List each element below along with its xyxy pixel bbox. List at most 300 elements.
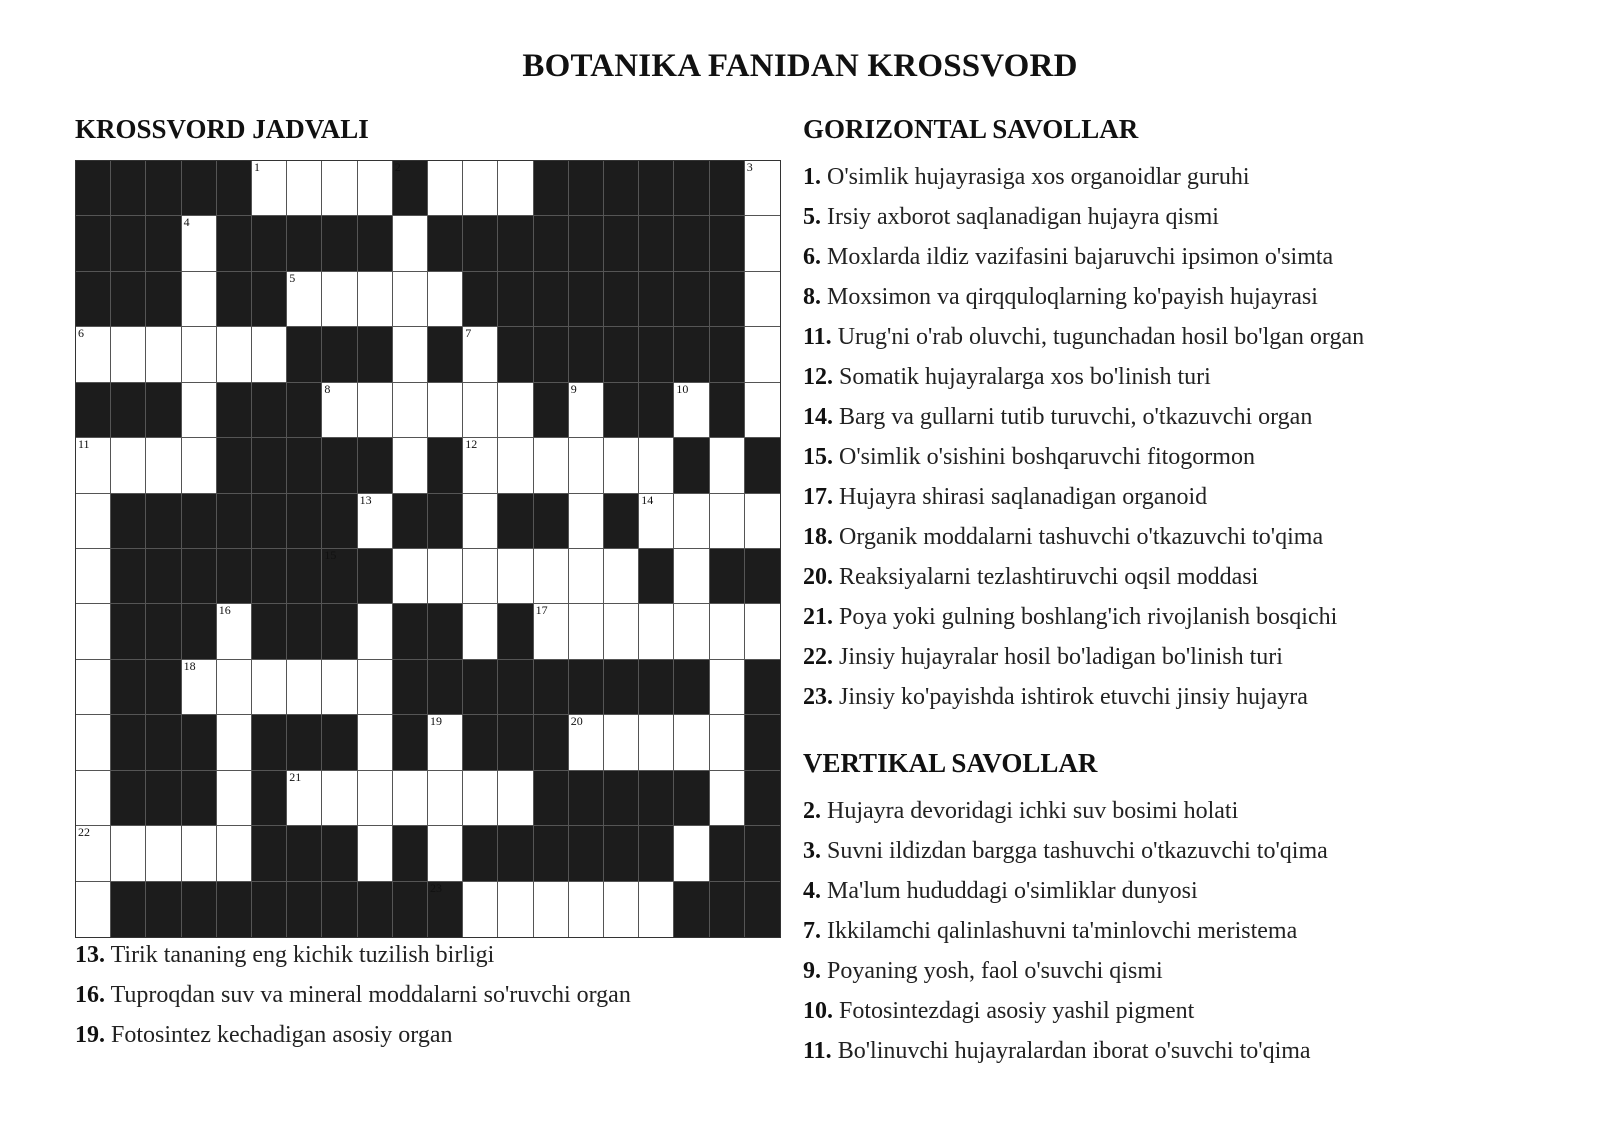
grid-block-cell xyxy=(710,327,745,382)
clue-number: 6. xyxy=(803,244,821,270)
grid-letter-cell[interactable] xyxy=(498,549,533,604)
grid-letter-cell[interactable] xyxy=(463,383,498,438)
grid-block-cell xyxy=(146,715,181,770)
grid-block-cell xyxy=(569,272,604,327)
grid-block-cell xyxy=(674,272,709,327)
grid-letter-cell[interactable] xyxy=(217,826,252,881)
grid-letter-cell[interactable] xyxy=(498,161,533,216)
grid-block-cell xyxy=(111,216,146,271)
cell-number: 8 xyxy=(324,381,331,396)
grid-letter-cell[interactable] xyxy=(639,604,674,659)
grid-letter-cell[interactable] xyxy=(463,882,498,937)
grid-block-cell xyxy=(393,604,428,659)
grid-block-cell xyxy=(569,771,604,826)
grid-block-cell xyxy=(358,438,393,493)
grid-letter-cell[interactable] xyxy=(463,549,498,604)
grid-block-cell xyxy=(217,383,252,438)
grid-letter-cell[interactable] xyxy=(604,715,639,770)
cell-number: 21 xyxy=(289,769,302,784)
grid-letter-cell[interactable] xyxy=(393,383,428,438)
grid-letter-cell[interactable] xyxy=(76,604,111,659)
grid-letter-cell[interactable] xyxy=(674,715,709,770)
grid-block-cell xyxy=(745,826,780,881)
grid-block-cell xyxy=(111,549,146,604)
grid-letter-cell[interactable] xyxy=(393,771,428,826)
grid-letter-cell[interactable] xyxy=(358,272,393,327)
grid-block-cell xyxy=(428,327,463,382)
grid-letter-cell[interactable] xyxy=(745,327,780,382)
grid-block-cell xyxy=(287,216,322,271)
grid-block-cell xyxy=(322,826,357,881)
grid-letter-cell[interactable] xyxy=(252,660,287,715)
grid-block-cell xyxy=(393,826,428,881)
grid-letter-cell[interactable] xyxy=(428,383,463,438)
grid-block-cell xyxy=(182,549,217,604)
grid-block-cell xyxy=(76,383,111,438)
grid-letter-cell[interactable] xyxy=(182,216,217,271)
grid-letter-cell[interactable] xyxy=(428,272,463,327)
clue-number: 17. xyxy=(803,484,833,510)
clue-number: 2. xyxy=(803,798,821,824)
grid-block-cell xyxy=(463,660,498,715)
grid-letter-cell[interactable] xyxy=(393,549,428,604)
grid-letter-cell[interactable] xyxy=(534,549,569,604)
vertical-clues-continued-list xyxy=(75,935,631,1055)
clue-text: Hujayra devoridagi ichki suv bosimi holati xyxy=(827,798,1239,824)
grid-letter-cell[interactable] xyxy=(569,383,604,438)
grid-letter-cell[interactable] xyxy=(182,272,217,327)
clue-text: Fotosintezdagi asosiy yashil pigment xyxy=(839,998,1195,1024)
grid-letter-cell[interactable] xyxy=(217,771,252,826)
grid-letter-cell[interactable] xyxy=(358,494,393,549)
grid-letter-cell[interactable] xyxy=(182,327,217,382)
grid-letter-cell[interactable] xyxy=(534,438,569,493)
grid-block-cell xyxy=(498,327,533,382)
grid-block-cell xyxy=(358,882,393,937)
grid-block-cell xyxy=(252,604,287,659)
grid-letter-cell[interactable] xyxy=(217,604,252,659)
clue-text: Ikkilamchi qalinlashuvni ta'minlovchi meristema xyxy=(827,918,1298,944)
grid-letter-cell[interactable] xyxy=(463,771,498,826)
grid-block-cell xyxy=(287,438,322,493)
grid-letter-cell[interactable] xyxy=(639,494,674,549)
grid-block-cell xyxy=(745,549,780,604)
grid-letter-cell[interactable] xyxy=(76,494,111,549)
grid-letter-cell[interactable] xyxy=(463,327,498,382)
clue-text: Reaksiyalarni tezlashtiruvchi oqsil moddasi xyxy=(839,564,1259,590)
grid-letter-cell[interactable] xyxy=(463,438,498,493)
grid-letter-cell[interactable] xyxy=(569,882,604,937)
grid-block-cell xyxy=(358,549,393,604)
grid-block-cell xyxy=(498,604,533,659)
grid-letter-cell[interactable] xyxy=(322,161,357,216)
grid-block-cell xyxy=(76,216,111,271)
grid-block-cell xyxy=(76,272,111,327)
clue-text: Ma'lum hududdagi o'simliklar dunyosi xyxy=(827,878,1198,904)
grid-block-cell xyxy=(710,383,745,438)
grid-letter-cell[interactable] xyxy=(745,604,780,659)
clue-number: 14. xyxy=(803,404,833,430)
grid-block-cell xyxy=(393,660,428,715)
grid-letter-cell[interactable] xyxy=(745,494,780,549)
grid-letter-cell[interactable] xyxy=(428,161,463,216)
grid-letter-cell[interactable] xyxy=(358,715,393,770)
clue-item xyxy=(803,911,1328,951)
grid-letter-cell[interactable] xyxy=(639,438,674,493)
grid-letter-cell[interactable] xyxy=(428,715,463,770)
clue-text: Tuproqdan suv va mineral moddalarni so'ruvchi organ xyxy=(110,982,631,1008)
grid-block-cell xyxy=(393,715,428,770)
grid-letter-cell[interactable] xyxy=(604,438,639,493)
grid-block-cell xyxy=(569,161,604,216)
grid-letter-cell[interactable] xyxy=(252,161,287,216)
grid-block-cell xyxy=(358,216,393,271)
clue-text: Jinsiy ko'payishda ishtirok etuvchi jinsiy hujayra xyxy=(839,684,1308,710)
grid-block-cell xyxy=(146,882,181,937)
grid-letter-cell[interactable] xyxy=(569,438,604,493)
grid-letter-cell[interactable] xyxy=(710,715,745,770)
grid-block-cell xyxy=(745,660,780,715)
grid-letter-cell[interactable] xyxy=(428,771,463,826)
grid-letter-cell[interactable] xyxy=(674,494,709,549)
grid-letter-cell[interactable] xyxy=(358,660,393,715)
grid-block-cell xyxy=(146,272,181,327)
grid-block-cell xyxy=(639,272,674,327)
grid-letter-cell[interactable] xyxy=(287,272,322,327)
grid-block-cell xyxy=(252,272,287,327)
clue-text: Jinsiy hujayralar hosil bo'ladigan bo'linish turi xyxy=(839,644,1283,670)
grid-letter-cell[interactable] xyxy=(604,549,639,604)
grid-letter-cell[interactable] xyxy=(393,327,428,382)
clue-number: 22. xyxy=(803,644,833,670)
grid-block-cell xyxy=(604,161,639,216)
clue-item xyxy=(803,317,1364,357)
grid-block-cell xyxy=(534,161,569,216)
grid-block-cell xyxy=(322,604,357,659)
grid-block-cell xyxy=(534,272,569,327)
grid-block-cell xyxy=(252,216,287,271)
grid-letter-cell[interactable] xyxy=(322,383,357,438)
cell-number: 9 xyxy=(570,381,577,396)
grid-letter-cell[interactable] xyxy=(76,549,111,604)
grid-block-cell xyxy=(745,438,780,493)
grid-letter-cell[interactable] xyxy=(358,771,393,826)
clue-number: 13. xyxy=(75,942,105,968)
grid-block-cell xyxy=(146,604,181,659)
grid-letter-cell[interactable] xyxy=(710,660,745,715)
grid-letter-cell[interactable] xyxy=(76,826,111,881)
grid-block-cell xyxy=(710,549,745,604)
clue-number: 11. xyxy=(803,1038,832,1064)
grid-block-cell xyxy=(252,383,287,438)
clue-number: 5. xyxy=(803,204,821,230)
grid-letter-cell[interactable] xyxy=(146,826,181,881)
clue-number: 8. xyxy=(803,284,821,310)
grid-letter-cell[interactable] xyxy=(463,494,498,549)
grid-letter-cell[interactable] xyxy=(498,383,533,438)
grid-block-cell xyxy=(287,383,322,438)
grid-letter-cell[interactable] xyxy=(76,327,111,382)
grid-block-cell xyxy=(287,327,322,382)
grid-letter-cell[interactable] xyxy=(217,660,252,715)
clue-item xyxy=(803,831,1328,871)
grid-block-cell xyxy=(498,272,533,327)
clue-number: 11. xyxy=(803,324,832,350)
grid-letter-cell[interactable] xyxy=(182,438,217,493)
grid-block-cell xyxy=(252,494,287,549)
horizontal-clues-list xyxy=(803,157,1364,717)
grid-block-cell xyxy=(639,660,674,715)
grid-block-cell xyxy=(111,383,146,438)
grid-block-cell xyxy=(146,660,181,715)
grid-block-cell xyxy=(111,715,146,770)
grid-block-cell xyxy=(146,771,181,826)
grid-block-cell xyxy=(252,438,287,493)
grid-letter-cell[interactable] xyxy=(674,826,709,881)
grid-letter-cell[interactable] xyxy=(287,771,322,826)
grid-letter-cell[interactable] xyxy=(76,715,111,770)
clue-text: Tirik tananing eng kichik tuzilish birligi xyxy=(110,942,495,968)
grid-block-cell xyxy=(639,216,674,271)
cell-number: 13 xyxy=(359,492,372,507)
grid-block-cell xyxy=(604,272,639,327)
grid-letter-cell[interactable] xyxy=(182,826,217,881)
grid-letter-cell[interactable] xyxy=(498,771,533,826)
grid-block-cell xyxy=(534,216,569,271)
grid-letter-cell[interactable] xyxy=(745,161,780,216)
grid-block-cell xyxy=(146,494,181,549)
grid-letter-cell[interactable] xyxy=(569,494,604,549)
clue-item xyxy=(803,991,1328,1031)
cell-number: 5 xyxy=(289,270,296,285)
clue-item xyxy=(803,277,1364,317)
grid-block-cell xyxy=(639,383,674,438)
grid-letter-cell[interactable] xyxy=(745,216,780,271)
grid-block-cell xyxy=(463,715,498,770)
clue-text: Somatik hujayralarga xos bo'linish turi xyxy=(839,364,1211,390)
grid-letter-cell[interactable] xyxy=(111,438,146,493)
grid-letter-cell[interactable] xyxy=(674,604,709,659)
grid-block-cell xyxy=(111,494,146,549)
grid-letter-cell[interactable] xyxy=(710,438,745,493)
grid-block-cell xyxy=(76,161,111,216)
grid-block-cell xyxy=(498,216,533,271)
grid-block-cell xyxy=(322,494,357,549)
grid-letter-cell[interactable] xyxy=(322,660,357,715)
grid-block-cell xyxy=(534,383,569,438)
clue-text: Moxsimon va qirqquloqlarning ko'payish hujayrasi xyxy=(827,284,1318,310)
grid-block-cell xyxy=(674,882,709,937)
grid-block-cell xyxy=(604,216,639,271)
grid-block-cell xyxy=(639,327,674,382)
grid-letter-cell[interactable] xyxy=(639,882,674,937)
crossword-grid xyxy=(75,160,781,938)
clue-text: Organik moddalarni tashuvchi o'tkazuvchi to'qima xyxy=(839,524,1324,550)
grid-block-cell xyxy=(111,604,146,659)
grid-letter-cell[interactable] xyxy=(710,604,745,659)
grid-block-cell xyxy=(498,826,533,881)
grid-letter-cell[interactable] xyxy=(217,715,252,770)
grid-block-cell xyxy=(111,161,146,216)
grid-block-cell xyxy=(182,494,217,549)
clue-number: 21. xyxy=(803,604,833,630)
grid-letter-cell[interactable] xyxy=(393,272,428,327)
grid-block-cell xyxy=(604,327,639,382)
grid-letter-cell[interactable] xyxy=(569,715,604,770)
grid-block-cell xyxy=(252,715,287,770)
clue-item xyxy=(803,197,1364,237)
grid-block-cell xyxy=(745,715,780,770)
clue-item xyxy=(803,637,1364,677)
grid-block-cell xyxy=(428,494,463,549)
grid-letter-cell[interactable] xyxy=(463,604,498,659)
grid-letter-cell[interactable] xyxy=(111,826,146,881)
grid-block-cell xyxy=(674,216,709,271)
grid-block-cell xyxy=(534,660,569,715)
grid-letter-cell[interactable] xyxy=(569,604,604,659)
grid-block-cell xyxy=(463,272,498,327)
clue-text: Moxlarda ildiz vazifasini bajaruvchi ipsimon o'simta xyxy=(827,244,1334,270)
grid-letter-cell[interactable] xyxy=(428,549,463,604)
grid-letter-cell[interactable] xyxy=(182,383,217,438)
clue-item xyxy=(803,437,1364,477)
clue-number: 3. xyxy=(803,838,821,864)
cell-number: 23 xyxy=(430,880,442,895)
grid-letter-cell[interactable] xyxy=(76,660,111,715)
grid-block-cell xyxy=(498,660,533,715)
grid-block-cell xyxy=(146,549,181,604)
grid-letter-cell[interactable] xyxy=(111,327,146,382)
clue-item xyxy=(803,871,1328,911)
grid-block-cell xyxy=(146,216,181,271)
grid-letter-cell[interactable] xyxy=(393,216,428,271)
clue-item xyxy=(803,597,1364,637)
grid-letter-cell[interactable] xyxy=(358,826,393,881)
grid-block-cell xyxy=(428,438,463,493)
grid-letter-cell[interactable] xyxy=(674,383,709,438)
grid-block-cell xyxy=(146,161,181,216)
grid-letter-cell[interactable] xyxy=(393,438,428,493)
clue-text: Fotosintez kechadigan asosiy organ xyxy=(111,1022,453,1048)
clue-number: 19. xyxy=(75,1022,105,1048)
clue-text: O'simlik o'sishini boshqaruvchi fitogormon xyxy=(839,444,1255,470)
clue-text: Bo'linuvchi hujayralardan iborat o'suvchi to'qima xyxy=(837,1038,1311,1064)
grid-letter-cell[interactable] xyxy=(322,771,357,826)
grid-heading: KROSSVORD JADVALI xyxy=(75,114,369,144)
clue-number: 4. xyxy=(803,878,821,904)
grid-letter-cell[interactable] xyxy=(322,272,357,327)
grid-block-cell xyxy=(252,882,287,937)
grid-block-cell xyxy=(111,771,146,826)
grid-block-cell xyxy=(569,216,604,271)
cell-number: 11 xyxy=(78,437,90,452)
grid-letter-cell[interactable] xyxy=(287,161,322,216)
grid-letter-cell[interactable] xyxy=(428,826,463,881)
grid-block-cell xyxy=(463,826,498,881)
grid-letter-cell[interactable] xyxy=(639,715,674,770)
grid-block-cell xyxy=(217,882,252,937)
grid-letter-cell[interactable] xyxy=(534,882,569,937)
grid-letter-cell[interactable] xyxy=(710,771,745,826)
clue-number: 12. xyxy=(803,364,833,390)
grid-block-cell xyxy=(674,161,709,216)
cell-number: 22 xyxy=(78,825,90,840)
grid-letter-cell[interactable] xyxy=(569,549,604,604)
grid-block-cell xyxy=(498,715,533,770)
grid-block-cell xyxy=(569,327,604,382)
grid-letter-cell[interactable] xyxy=(745,272,780,327)
clue-number: 1. xyxy=(803,164,821,190)
grid-letter-cell[interactable] xyxy=(76,882,111,937)
grid-block-cell xyxy=(252,771,287,826)
clue-number: 9. xyxy=(803,958,821,984)
grid-letter-cell[interactable] xyxy=(745,383,780,438)
grid-letter-cell[interactable] xyxy=(182,660,217,715)
grid-block-cell xyxy=(674,660,709,715)
grid-block-cell xyxy=(146,383,181,438)
grid-letter-cell[interactable] xyxy=(710,494,745,549)
grid-letter-cell[interactable] xyxy=(76,771,111,826)
grid-letter-cell[interactable] xyxy=(358,383,393,438)
grid-block-cell xyxy=(252,826,287,881)
clue-number: 7. xyxy=(803,918,821,944)
grid-block-cell xyxy=(287,715,322,770)
grid-block-cell xyxy=(639,771,674,826)
grid-block-cell xyxy=(674,771,709,826)
clue-item xyxy=(803,517,1364,557)
grid-block-cell xyxy=(217,216,252,271)
clue-text: Poya yoki gulning boshlang'ich rivojlanish bosqichi xyxy=(839,604,1338,630)
clue-number: 10. xyxy=(803,998,833,1024)
grid-block-cell xyxy=(111,660,146,715)
clue-number: 23. xyxy=(803,684,833,710)
page-title: BOTANIKA FANIDAN KROSSVORD xyxy=(522,48,1078,84)
grid-letter-cell[interactable] xyxy=(604,882,639,937)
clue-number: 16. xyxy=(75,982,105,1008)
clue-item xyxy=(75,935,631,975)
grid-block-cell xyxy=(604,660,639,715)
grid-letter-cell[interactable] xyxy=(252,327,287,382)
grid-letter-cell[interactable] xyxy=(604,604,639,659)
grid-block-cell xyxy=(182,771,217,826)
grid-letter-cell[interactable] xyxy=(463,161,498,216)
grid-block-cell xyxy=(604,383,639,438)
grid-letter-cell[interactable] xyxy=(287,660,322,715)
grid-block-cell xyxy=(217,494,252,549)
grid-block-cell xyxy=(674,327,709,382)
grid-letter-cell[interactable] xyxy=(498,882,533,937)
grid-block-cell xyxy=(182,604,217,659)
grid-letter-cell[interactable] xyxy=(146,438,181,493)
clue-item xyxy=(803,791,1328,831)
grid-letter-cell[interactable] xyxy=(76,438,111,493)
grid-letter-cell[interactable] xyxy=(674,549,709,604)
grid-block-cell xyxy=(534,715,569,770)
grid-block-cell xyxy=(534,327,569,382)
grid-letter-cell[interactable] xyxy=(534,604,569,659)
grid-block-cell xyxy=(710,882,745,937)
grid-letter-cell[interactable] xyxy=(358,604,393,659)
grid-letter-cell[interactable] xyxy=(498,438,533,493)
cell-number: 6 xyxy=(78,326,84,341)
grid-letter-cell[interactable] xyxy=(146,327,181,382)
grid-letter-cell[interactable] xyxy=(358,161,393,216)
grid-block-cell xyxy=(287,494,322,549)
cell-number: 4 xyxy=(183,215,190,230)
grid-letter-cell[interactable] xyxy=(217,327,252,382)
grid-block-cell xyxy=(745,882,780,937)
grid-block-cell xyxy=(428,604,463,659)
